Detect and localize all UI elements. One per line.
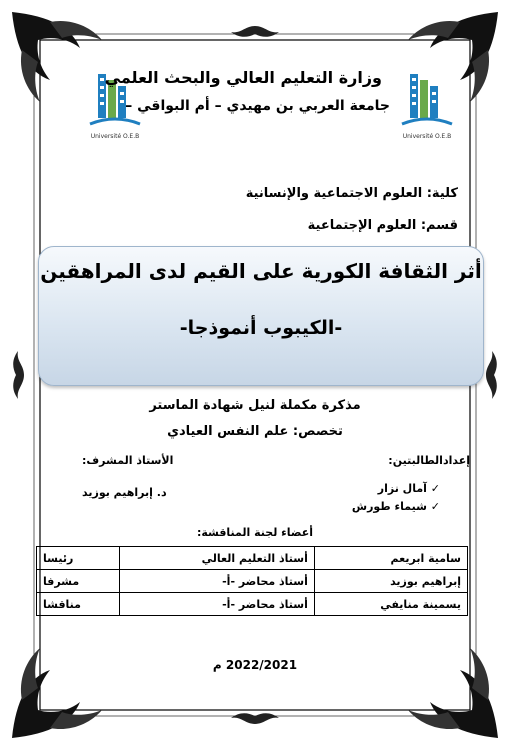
department-line <box>308 218 458 233</box>
memo-line: مذكرة مكملة لنيل شهادة الماستر <box>149 398 361 413</box>
jury-role: مناقشا <box>37 593 120 616</box>
jury-role: رئيسا <box>37 547 120 570</box>
university-logo-icon <box>398 70 456 148</box>
table-row <box>37 593 468 616</box>
jury-name: يسمينة منايفي <box>314 593 467 616</box>
jury-role: مشرفا <box>37 570 120 593</box>
department-label: قسم: <box>420 218 458 233</box>
thesis-title: أثر الثقافة الكورية على القيم لدى المراهقين <box>40 259 482 283</box>
jury-name: سامية ابريعم <box>314 547 467 570</box>
department-value: العلوم الإجتماعية <box>307 218 417 233</box>
supervisor-heading: الأستاذ المشرف: <box>82 454 174 467</box>
table-row <box>37 547 468 570</box>
check-icon: ✓ <box>430 482 440 495</box>
check-icon: ✓ <box>430 500 440 513</box>
jury-rank: أستاذ محاضر -أ- <box>120 570 315 593</box>
ministry-title: وزارة التعليم العالي والبحث العلمي <box>104 68 382 87</box>
jury-rank: أستاذ محاضر -أ- <box>120 593 315 616</box>
university-title: جامعة العربي بن مهيدي – أم البواقي – <box>125 98 390 114</box>
thesis-subtitle: -الكيبوب أنموذجا- <box>179 317 343 339</box>
jury-heading: أعضاء لجنة المناقشة: <box>196 526 314 539</box>
jury-name: إبراهيم بوزيد <box>314 570 467 593</box>
students-heading: إعدادالطالبتين: <box>388 454 470 467</box>
specialty-label: تخصص: <box>292 424 343 439</box>
jury-rank: أستاذ التعليم العالي <box>120 547 315 570</box>
jury-table <box>36 546 468 616</box>
faculty-value: العلوم الاجتماعية والإنسانية <box>245 186 423 201</box>
faculty-line <box>246 186 458 201</box>
student-item: ✓ شيماء طورش <box>351 500 440 513</box>
svg-text:Université O.E.B: Université O.E.B <box>90 133 140 140</box>
academic-year: 2022/2021 م <box>212 658 298 672</box>
table-row <box>37 570 468 593</box>
faculty-label: كلية: <box>426 186 458 201</box>
specialty-line <box>0 424 510 439</box>
student-item: ✓ آمال نزار <box>377 482 440 495</box>
svg-text:Université O.E.B: Université O.E.B <box>402 133 452 140</box>
supervisor-name: د. إبراهيم بوزيد <box>82 486 167 499</box>
specialty-value: علم النفس العيادي <box>167 424 289 439</box>
title-banner <box>38 246 484 386</box>
